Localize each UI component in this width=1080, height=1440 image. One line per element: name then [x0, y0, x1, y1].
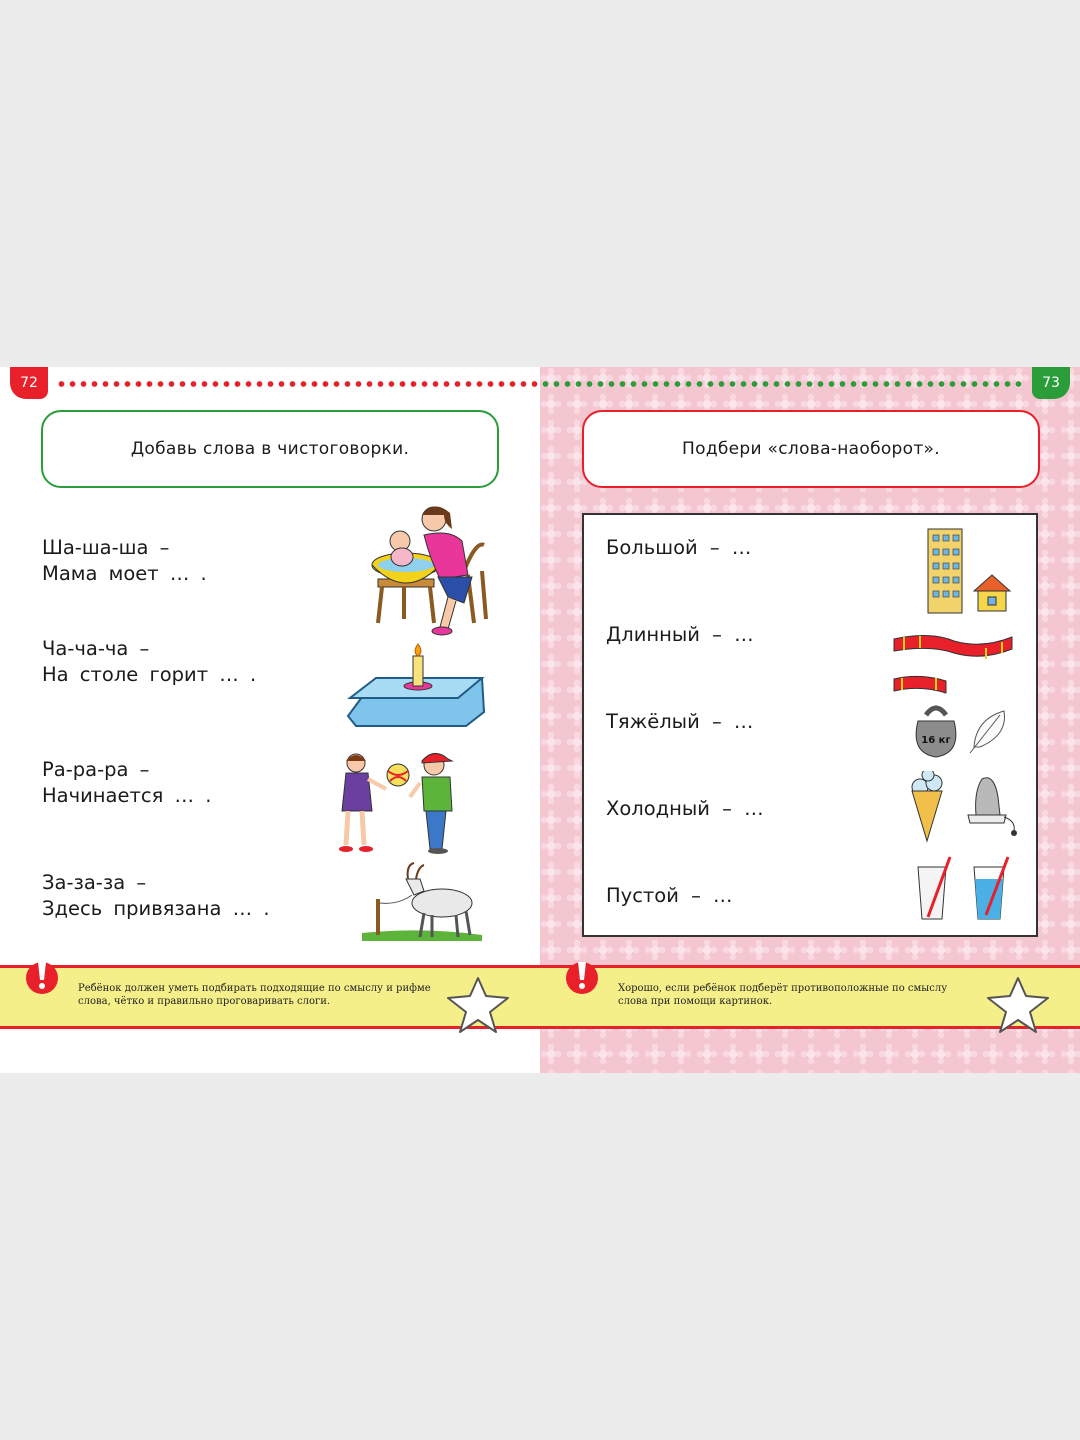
opposites-panel — [582, 513, 1038, 937]
ice-cream-and-iron-illustration — [908, 771, 1018, 847]
table-with-candle-illustration — [346, 642, 488, 732]
exclamation-icon — [24, 958, 60, 1006]
word-cold: Холодный – … — [606, 797, 764, 820]
parents-note-text-right: Хорошо, если ребёнок подберёт противоположные по смыслу слова при помощи картинок. — [618, 983, 948, 1007]
children-playing-ball-illustration — [334, 749, 468, 857]
rhyme-2-line-2: На столе горит … . — [42, 663, 257, 686]
rhyme-4 — [42, 870, 270, 922]
book-spread — [0, 367, 1080, 1073]
word-heavy: Тяжёлый – … — [606, 710, 754, 733]
rhyme-4-line-1: За-за-за – — [42, 871, 147, 894]
parents-note-left — [0, 965, 540, 1029]
word-big: Большой – … — [606, 536, 752, 559]
dotted-border-left — [56, 381, 540, 387]
tethered-goat-illustration — [362, 857, 482, 941]
page-number-left: 72 — [10, 367, 48, 399]
task-box-left — [41, 410, 499, 488]
rhyme-4-line-2: Здесь привязана … . — [42, 897, 270, 920]
rhyme-3-line-1: Ра-ра-ра – — [42, 758, 150, 781]
task-box-right — [582, 410, 1040, 488]
weight-and-feather-illustration — [912, 701, 1012, 761]
task-text-left: Добавь слова в чистоговорки. — [130, 439, 410, 459]
page-number-right: 73 — [1032, 367, 1070, 399]
word-empty: Пустой – … — [606, 884, 733, 907]
tall-building-and-house-illustration — [924, 525, 1016, 617]
rhyme-2 — [42, 636, 256, 688]
rhyme-2-line-1: Ча-ча-ча – — [42, 637, 150, 660]
rhyme-1-line-1: Ша-ша-ша – — [42, 536, 170, 559]
parents-note-text-left: Ребёнок должен уметь подбирать подходящие по смыслу и рифме слова, чётко и правильно проговаривать слоги. — [78, 983, 431, 1007]
star-icon — [444, 974, 512, 1036]
rhyme-1-line-2: Мама моет … . — [42, 562, 207, 585]
weight-label: 16 кг — [921, 735, 951, 746]
left-page — [0, 367, 540, 1073]
dotted-border-right — [540, 381, 1024, 387]
parents-note-right — [540, 965, 1080, 1029]
rhyme-1 — [42, 535, 207, 587]
star-icon — [984, 974, 1052, 1036]
exclamation-icon — [564, 958, 600, 1006]
empty-and-full-glass-illustration — [914, 855, 1014, 923]
word-long: Длинный – … — [606, 623, 754, 646]
mother-bathing-baby-illustration — [364, 501, 492, 641]
long-and-short-scarf-illustration — [890, 631, 1018, 701]
rhyme-3 — [42, 757, 211, 809]
task-text-right: Подбери «слова-наоборот». — [682, 439, 940, 459]
rhyme-3-line-2: Начинается … . — [42, 784, 212, 807]
